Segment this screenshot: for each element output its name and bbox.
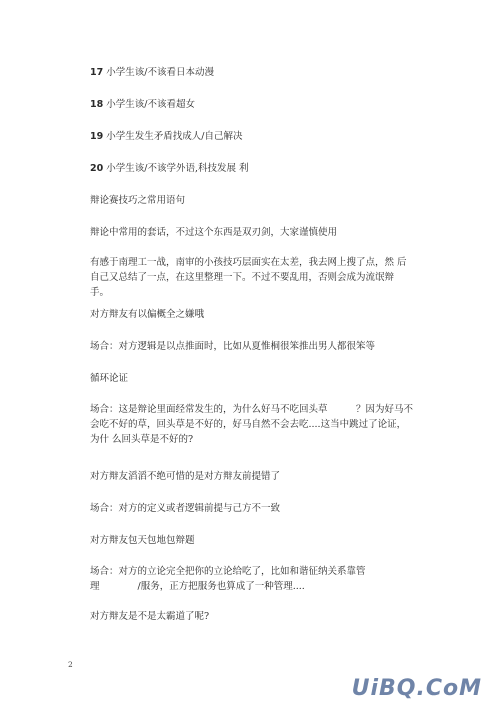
topic-item-17 <box>90 66 214 80</box>
topic-text: 小学生该/不该看日本动漫 <box>103 67 214 78</box>
case-wrong-premise: 场合：对方的定义或者逻辑前提与己方不一致 <box>90 503 281 514</box>
topic-item-20 <box>90 162 249 176</box>
case-circular-argument: 场合：这是辩论里面经常发生的，为什么好马不吃回头草 ？因为好马不会吃不好的草，回头草是不好的，好马自然不会去吃....这当中跳过了论证，为什 么回头草是不好的? <box>90 404 414 445</box>
phrase-circular-argument: 循环论证 <box>90 373 129 384</box>
case-cover-everything: 场合：对方的立论完全把你的立论给吃了，比如和谐征纳关系靠管理 /服务，正方把服务也算成了一种管理.... <box>90 566 366 592</box>
watermark-logo: UiBQ.CoM <box>351 676 482 701</box>
topic-number: 19 <box>90 131 104 142</box>
phrase-wrong-premise: 对方辩友滔滔不绝可惜的是对方辩友前提错了 <box>90 471 281 482</box>
topic-number: 17 <box>90 67 104 78</box>
topic-number: 18 <box>90 99 104 110</box>
topic-item-19 <box>90 130 242 144</box>
topic-text: 小学生该/不该看超女 <box>103 99 195 110</box>
case-partial-generalization: 场合：对方逻辑是以点推面时，比如从夏惟桐很笨推出男人都很笨等 <box>90 341 376 352</box>
intro-paragraph: 有感于南理工一战，南审的小孩技巧层面实在太差，我去网上搜了点，然 后自己又总结了一点，在这里整理一下。不过不要乱用，否则会成为流氓辩 手。 <box>90 257 407 298</box>
topic-number: 20 <box>90 163 104 174</box>
page-number: 2 <box>68 660 73 669</box>
phrase-cover-everything: 对方辩友包天包地包辩题 <box>90 535 195 546</box>
topic-text: 小学生该/不该学外语,科技发展 利 <box>103 163 249 174</box>
topic-text: 小学生发生矛盾找成人/自己解决 <box>103 131 243 142</box>
topic-item-18 <box>90 98 195 112</box>
phrase-overbearing: 对方辩友是不是太霸道了呢? <box>90 611 210 622</box>
double-edge-note: 辩论中常用的套话，不过这个东西是双刃剑，大家谨慎使用 <box>90 227 338 238</box>
phrase-partial-generalization: 对方辩友有以偏概全之嫌哦 <box>90 309 205 320</box>
section-heading: 辩论赛技巧之常用语句 <box>90 195 186 206</box>
